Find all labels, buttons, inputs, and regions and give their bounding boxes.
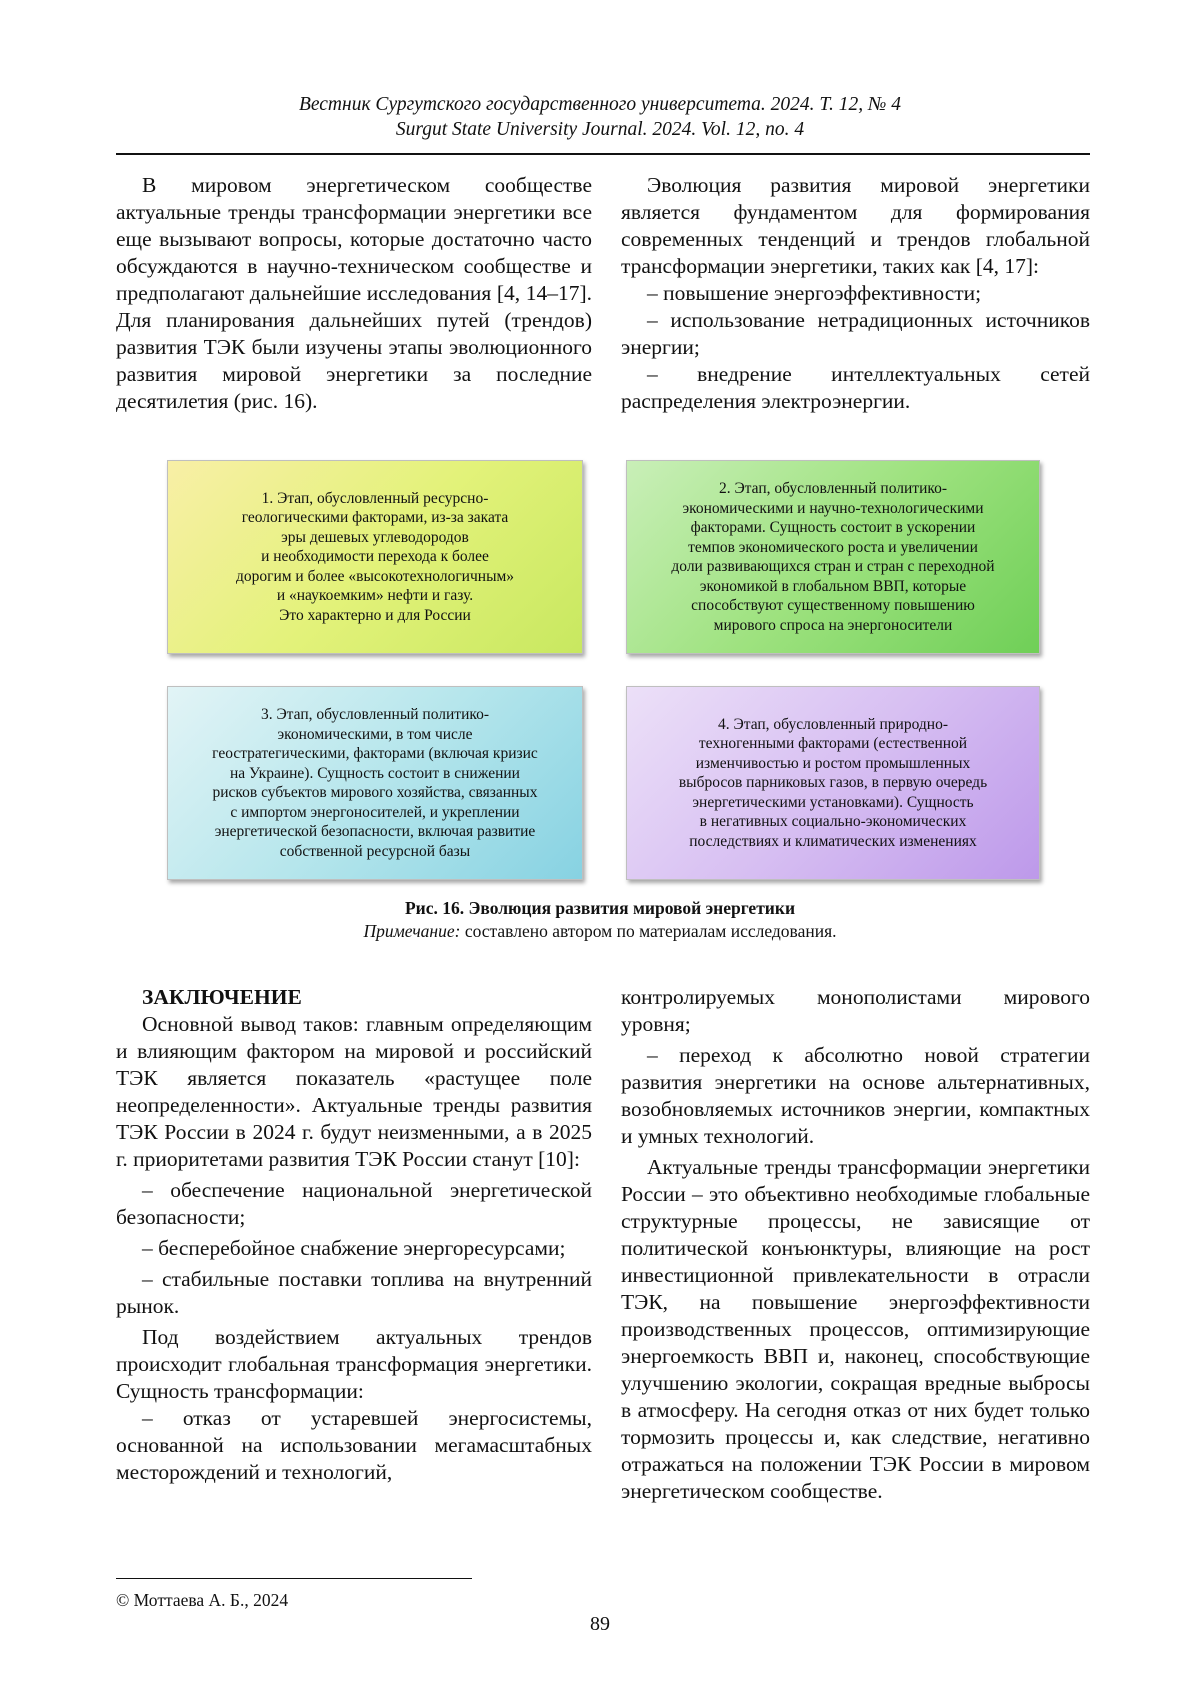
bottom-right-column xyxy=(621,984,1090,1505)
conclusion-paragraph: Основной вывод таков: главным определяющим и влияющим фактором на мировой и российский ТЭК является показатель «растущее поле неопределенности». Актуальные тренды развития ТЭК России в 2024 г. будут неизменными, а в 2025 г. приоритетами развития ТЭК России станут [10]: xyxy=(116,1011,592,1173)
transformation-item: – переход к абсолютно новой стратегии развития энергетики на основе альтернативных, возобновляемых источников энергии, компактных и умных технологий. xyxy=(621,1042,1090,1150)
trend-item: – повышение энергоэффективности; xyxy=(621,280,1090,307)
stage-2-box xyxy=(626,460,1040,654)
journal-title-ru: Вестник Сургутского государственного университета. 2024. Т. 12, № 4 xyxy=(0,92,1200,117)
note-label: Примечание: xyxy=(363,921,460,941)
footnote-divider xyxy=(116,1578,472,1579)
caption-title: Рис. 16. Эволюция развития мировой энергетики xyxy=(0,897,1200,920)
top-left-column xyxy=(116,172,592,415)
stage-3-text: 3. Этап, обусловленный политико- экономическими, в том числе геостратегическими, факторами (включая кризис на Украине). Сущность состоит в снижении рисков субъектов мирового хозяйства, связанных с импортом энергоносителей, и укреплении энергетической безопасности, включая развитие собственной ресурсной базы xyxy=(212,705,538,861)
transformation-item: – отказ от устаревшей энергосистемы, основанной на использовании мегамасштабных месторождений и технологий, xyxy=(116,1405,592,1486)
stage-1-text: 1. Этап, обусловленный ресурсно- геологическими факторами, из-за заката эры дешевых углеводородов и необходимости перехода к более дорогим и более «высокотехнологичным» и «наукоемким» нефти и газу. Это характерно и для России xyxy=(236,489,514,626)
top-right-column xyxy=(621,172,1090,415)
copyright-notice: © Моттаева А. Б., 2024 xyxy=(116,1589,288,1611)
priority-item: – стабильные поставки топлива на внутренний рынок. xyxy=(116,1266,592,1320)
stage-3-box xyxy=(167,686,583,880)
note-text: составлено автором по материалам исследования. xyxy=(460,921,836,941)
trend-item: – внедрение интеллектуальных сетей распределения электроэнергии. xyxy=(621,361,1090,415)
header-divider xyxy=(116,153,1090,155)
intro-paragraph: В мировом энергетическом сообществе актуальные тренды трансформации энергетики все еще вызывают вопросы, которые достаточно часто обсуждаются в научно-техническом сообществе и предполагают дальнейшие исследования [4, 14–17]. Для планирования дальнейших путей (трендов) развития ТЭК были изучены этапы эволюционного развития мировой энергетики за последние десятилетия (рис. 16). xyxy=(116,172,592,415)
stage-1-box xyxy=(167,460,583,654)
priority-item: – обеспечение национальной энергетической безопасности; xyxy=(116,1177,592,1231)
page-number: 89 xyxy=(0,1612,1200,1636)
priority-item: – бесперебойное снабжение энергоресурсами; xyxy=(116,1235,592,1262)
bottom-left-column xyxy=(116,984,592,1486)
caption-note xyxy=(0,920,1200,943)
transformation-item-continued: контролируемых монополистами мирового уровня; xyxy=(621,984,1090,1038)
final-paragraph: Актуальные тренды трансформации энергетики России – это объективно необходимые глобальные структурные процессы, не зависящие от политической конъюнктуры, влияющие на рост инвестиционной привлекательности в отрасли ТЭК, на повышение энергоэффективности производственных процессов, оптимизирующие энергоемкость ВВП и, наконец, способствующие улучшению экологии, сокращая вредные выбросы в атмосферу. На сегодня отказ от них будет только тормозить процессы и, как следствие, негативно отражаться на положении ТЭК России в мировом энергетическом сообществе. xyxy=(621,1154,1090,1505)
transformation-paragraph: Под воздействием актуальных трендов происходит глобальная трансформация энергетики. Сущность трансформации: xyxy=(116,1324,592,1405)
trend-item: – использование нетрадиционных источников энергии; xyxy=(621,307,1090,361)
stage-4-box xyxy=(626,686,1040,880)
section-heading: ЗАКЛЮЧЕНИЕ xyxy=(116,984,592,1011)
stage-2-text: 2. Этап, обусловленный политико- экономическими и научно-технологическими факторами. Сущность состоит в ускорении темпов экономического роста и увеличении доли развивающихся стран и стран с переходной экономикой в глобальном ВВП, которые способствуют существенному повышению мирового спроса на энергоносители xyxy=(671,479,994,635)
journal-title-en: Surgut State University Journal. 2024. Vol. 12, no. 4 xyxy=(0,117,1200,142)
stage-4-text: 4. Этап, обусловленный природно- техногенными факторами (естественной изменчивостью и ростом промышленных выбросов парниковых газов, в первую очередь энергетическими установками). Сущность в негативных социально-экономических последствиях и климатических изменениях xyxy=(679,715,987,852)
evolution-paragraph: Эволюция развития мировой энергетики является фундаментом для формирования современных тенденций и трендов глобальной трансформации энергетики, таких как [4, 17]: xyxy=(621,172,1090,280)
journal-header xyxy=(0,92,1200,142)
figure-caption xyxy=(0,897,1200,943)
